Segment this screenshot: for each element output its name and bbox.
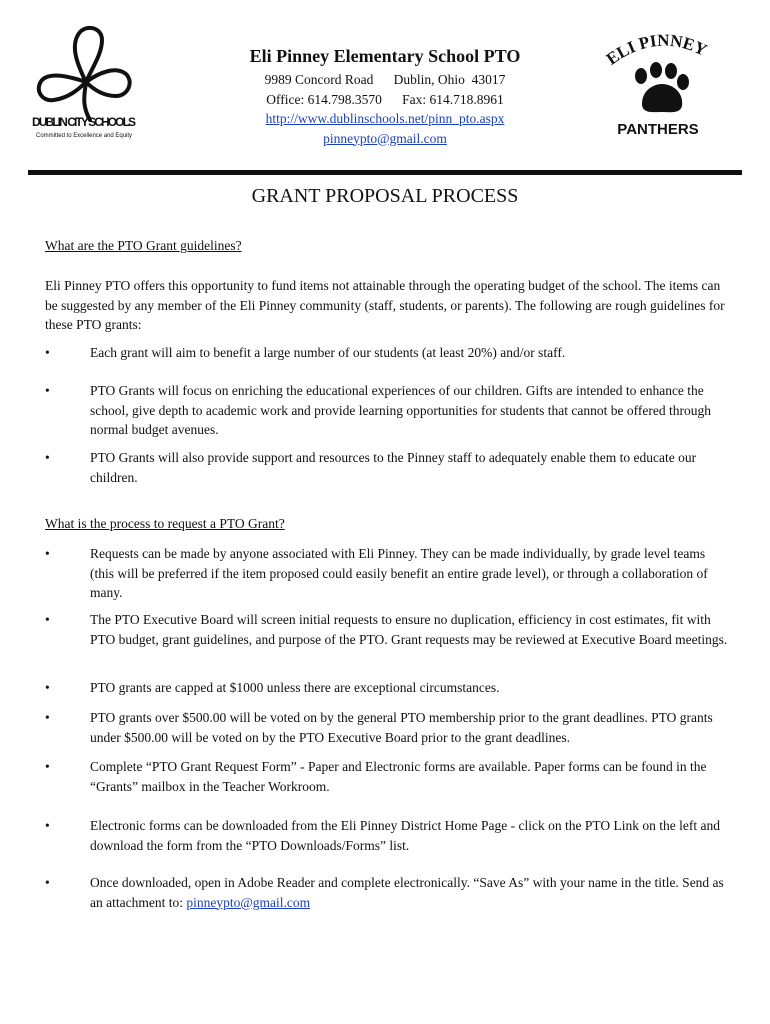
list-item-text-part: Once downloaded, open in Adobe Reader and complete electronically. “Save As” with your name in the title. Send as an attachment to:: [90, 875, 724, 910]
list-item-text: The PTO Executive Board will screen initial requests to ensure no duplication, efficiency in cost estimates, fit with PTO budget, grant guidelines, and purpose of the PTO. Grant requests may be reviewed at Executive Board meetings.: [90, 612, 728, 647]
paw-print-icon: [598, 30, 718, 140]
section-heading-guidelines: What are the PTO Grant guidelines?: [45, 238, 242, 253]
bullet-icon: •: [45, 818, 50, 833]
list-item-text: PTO Grants will focus on enriching the educational experiences of our children. Gifts are intended to enhance the school, give depth to academic work and provide learning opportunities for students that cannot be offered through normal budget avenues.: [90, 383, 711, 437]
svg-text:PANTHERS: PANTHERS: [617, 121, 699, 138]
dublin-city-schools-logo: [28, 22, 140, 146]
bullet-icon: •: [45, 450, 50, 465]
list-item-text: PTO Grants will also provide support and resources to the Pinney staff to adequately enable them to educate our children.: [90, 450, 697, 485]
panthers-logo: [598, 30, 718, 140]
clover-logo-icon: [28, 22, 140, 146]
list-item-text: Complete “PTO Grant Request Form” - Paper and Electronic forms are available. Paper forms can be found in the “Grants” mailbox in the Teacher Workroom.: [90, 759, 707, 794]
letterhead: [185, 46, 585, 148]
bullet-icon: •: [45, 612, 50, 627]
bullet-icon: •: [45, 875, 50, 890]
svg-text:DUBLIN CITY SCHOOLS: DUBLIN CITY SCHOOLS: [32, 115, 136, 129]
list-item-text: Each grant will aim to benefit a large number of our students (at least 20%) and/or staff.: [90, 345, 566, 360]
school-name: Eli Pinney Elementary School PTO: [249, 46, 521, 66]
list-item-text: Requests can be made by anyone associated with Eli Pinney. They can be made individually, by grade level teams (this will be preferred if the item proposed could easily benefit an entire grade level), or through a collaboration of many.: [90, 546, 708, 600]
list-item-text: PTO grants are capped at $1000 unless there are exceptional circumstances.: [90, 680, 500, 695]
list-item-text: [90, 873, 730, 912]
bullet-icon: •: [45, 710, 50, 725]
website-link[interactable]: http://www.dublinschools.net/pinn_pto.aspx: [265, 111, 505, 126]
bullet-icon: •: [45, 345, 50, 360]
section-heading-process: What is the process to request a PTO Grant?: [45, 516, 285, 531]
intro-paragraph: Eli Pinney PTO offers this opportunity to fund items not attainable through the operating budget of the school. The items can be suggested by any member of the Eli Pinney community (staff, students, or parents). The following are rough guidelines for these PTO grants:: [45, 278, 725, 332]
list-item-text: Electronic forms can be downloaded from the Eli Pinney District Home Page - click on the PTO Link on the left and download the form from the “PTO Downloads/Forms” list.: [90, 818, 720, 853]
email-link[interactable]: pinneypto@gmail.com: [323, 130, 447, 146]
bullet-icon: •: [45, 759, 50, 774]
svg-text:ELI PINNEY: ELI PINNEY: [602, 30, 710, 69]
bullet-icon: •: [45, 383, 50, 398]
address-line: 9989 Concord Road Dublin, Ohio 43017: [264, 72, 506, 87]
phone-fax-line: Office: 614.798.3570 Fax: 614.718.8961: [266, 91, 504, 107]
document-title: GRANT PROPOSAL PROCESS: [251, 185, 519, 207]
bullet-icon: •: [45, 680, 50, 695]
svg-text:Committed to Excellence and Eq: Committed to Excellence and Equity: [36, 133, 132, 139]
bullet-icon: •: [45, 546, 50, 561]
submit-email-link[interactable]: pinneypto@gmail.com: [186, 894, 311, 910]
header-divider: [28, 170, 742, 175]
list-item-text: PTO grants over $500.00 will be voted on by the general PTO membership prior to the grant deadlines. PTO grants under $500.00 will be voted on by the PTO Executive Board prior to the grant deadlines.: [90, 710, 713, 745]
